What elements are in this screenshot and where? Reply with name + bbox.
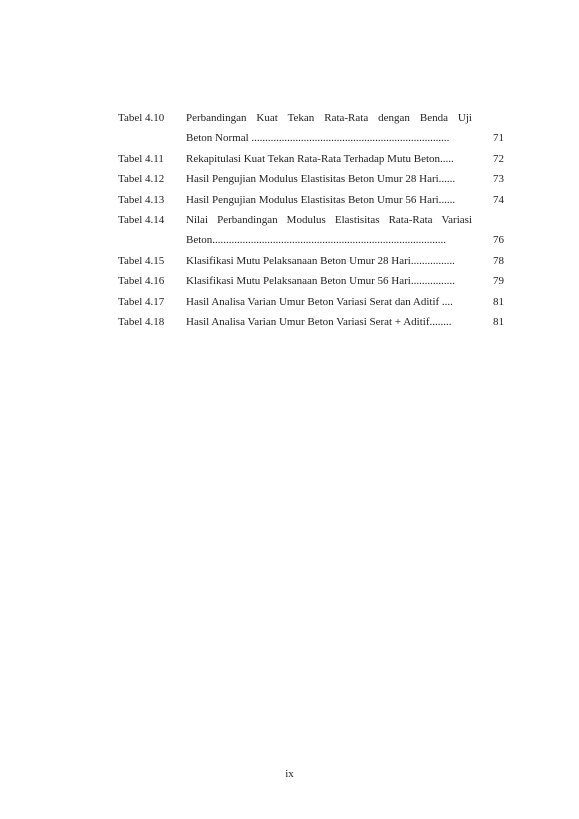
toc-entry-4-14-cont bbox=[118, 230, 504, 250]
table-title: Beton..................................................................................... bbox=[186, 234, 447, 247]
page-ref: 81 bbox=[493, 315, 504, 328]
table-number: Tabel 4.18 bbox=[118, 315, 165, 328]
toc-entry-4-11 bbox=[118, 149, 504, 169]
table-title: Hasil Analisa Varian Umur Beton Variasi Serat dan Aditif .... bbox=[186, 295, 453, 308]
table-title: Beton Normal ........................................................................ bbox=[186, 132, 450, 145]
toc-entry-4-12 bbox=[118, 169, 504, 189]
table-number: Tabel 4.10 bbox=[118, 112, 165, 124]
table-number: Tabel 4.14 bbox=[118, 213, 165, 226]
toc-entry-4-13 bbox=[118, 190, 504, 210]
page-ref: 78 bbox=[493, 254, 504, 267]
page-ref: 74 bbox=[493, 193, 504, 206]
table-title: Hasil Pengujian Modulus Elastisitas Beton Umur 56 Hari...... bbox=[186, 193, 456, 206]
table-number: Tabel 4.11 bbox=[118, 152, 164, 165]
table-number: Tabel 4.12 bbox=[118, 173, 165, 186]
page-ref: 73 bbox=[493, 173, 504, 186]
toc-entry-4-14 bbox=[118, 210, 504, 230]
table-title: Hasil Analisa Varian Umur Beton Variasi Serat + Aditif........ bbox=[186, 315, 452, 328]
toc-entry-4-10 bbox=[118, 108, 504, 128]
page-ref: 76 bbox=[493, 234, 504, 247]
page-ref: 71 bbox=[493, 132, 504, 145]
toc-entry-4-10-cont bbox=[118, 128, 504, 148]
page-number: ix bbox=[285, 768, 294, 780]
toc-entry-4-18 bbox=[118, 312, 504, 332]
toc-entry-4-16 bbox=[118, 271, 504, 291]
page-ref: 72 bbox=[493, 152, 504, 165]
table-number: Tabel 4.17 bbox=[118, 295, 165, 308]
table-title: Klasifikasi Mutu Pelaksanaan Beton Umur 56 Hari................ bbox=[186, 275, 455, 288]
table-title: Klasifikasi Mutu Pelaksanaan Beton Umur 28 Hari................ bbox=[186, 254, 455, 267]
table-number: Tabel 4.13 bbox=[118, 193, 165, 206]
table-title: Perbandingan Kuat Tekan Rata-Rata dengan Benda Uji bbox=[186, 112, 472, 124]
toc-entry-4-15 bbox=[118, 251, 504, 271]
toc-entry-4-17 bbox=[118, 292, 504, 312]
page-ref: 79 bbox=[493, 275, 504, 288]
table-title: Hasil Pengujian Modulus Elastisitas Beton Umur 28 Hari...... bbox=[186, 173, 456, 186]
table-title: Nilai Perbandingan Modulus Elastisitas Rata-Rata Variasi bbox=[186, 213, 472, 226]
table-number: Tabel 4.16 bbox=[118, 275, 165, 288]
page-ref: 81 bbox=[493, 295, 504, 308]
list-of-tables bbox=[118, 108, 504, 332]
table-number: Tabel 4.15 bbox=[118, 254, 165, 267]
table-title: Rekapitulasi Kuat Tekan Rata-Rata Terhadap Mutu Beton..... bbox=[186, 152, 454, 165]
